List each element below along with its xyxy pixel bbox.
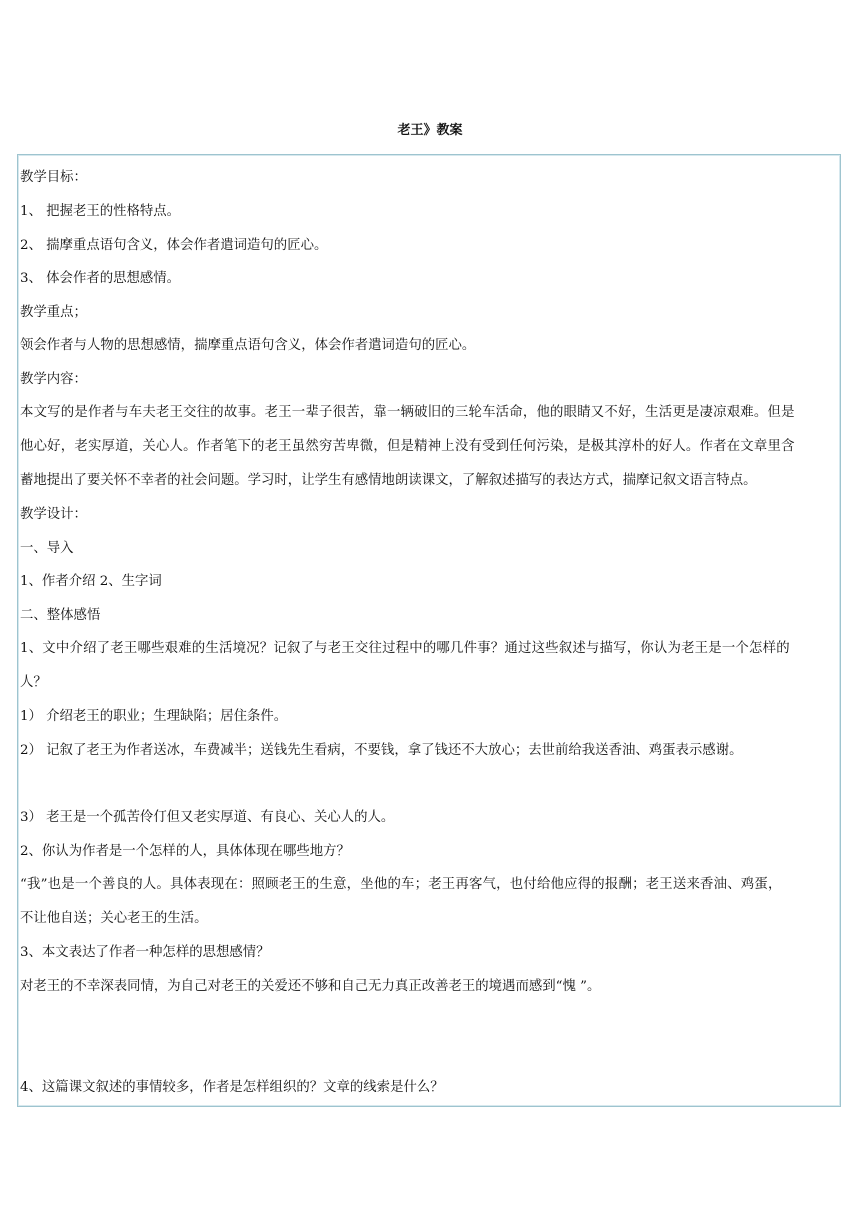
text-line: 1、 把握老王的性格特点。 xyxy=(20,204,181,219)
text-line: 3） 老王是一个孤苦伶仃但又老实厚道、有良心、关心人的人。 xyxy=(20,810,395,825)
text-line: 不让他自送；关心老王的生活。 xyxy=(20,911,208,926)
text-line: 3、本文表达了作者一种怎样的思想感情？ xyxy=(20,945,270,960)
text-line: 教学设计： xyxy=(20,507,87,522)
text-line: 本文写的是作者与车夫老王交往的故事。老王一辈子很苦，靠一辆破旧的三轮车活命，他的眼睛又不好，生活更是凄凉艰难。但是 xyxy=(20,405,795,420)
text-line: 领会作者与人物的思想感情，揣摩重点语句含义，体会作者遣词造句的匠心。 xyxy=(20,338,476,353)
text-line: 2、你认为作者是一个怎样的人，具体体现在哪些地方？ xyxy=(20,844,350,859)
text-line: 教学目标： xyxy=(20,170,87,185)
text-line: 人？ xyxy=(20,675,47,690)
text-line: 2） 记叙了老王为作者送冰，车费减半；送钱先生看病，不要钱，拿了钱还不大放心；去世前给我送香油、鸡蛋表示感谢。 xyxy=(20,743,743,758)
text-line: 他心好，老实厚道，关心人。作者笔下的老王虽然穷苦卑微，但是精神上没有受到任何污染，是极其淳朴的好人。作者在文章里含 xyxy=(20,439,795,454)
text-line: 教学重点； xyxy=(20,305,87,320)
text-line: 对老王的不幸深表同情，为自己对老王的关爱还不够和自己无力真正改善老王的境遇而感到“愧 ”。 xyxy=(20,979,601,994)
text-line: 1） 介绍老王的职业；生理缺陷；居住条件。 xyxy=(20,709,288,724)
lesson-plan-frame xyxy=(17,154,841,1107)
text-line: 3、 体会作者的思想感情。 xyxy=(20,271,181,286)
text-line: 4、这篇课文叙述的事情较多，作者是怎样组织的？文章的线索是什么？ xyxy=(20,1080,444,1095)
text-line: 蓄地提出了要关怀不幸者的社会问题。学习时，让学生有感情地朗读课文，了解叙述描写的表达方式，揣摩记叙文语言特点。 xyxy=(20,473,757,488)
document-title: 老王》教案 xyxy=(397,123,463,138)
text-line: “我”也是一个善良的人。具体表现在：照顾老王的生意，坐他的车；老王再客气，也付给他应得的报酬；老王送来香油、鸡蛋， xyxy=(20,877,782,892)
text-line: 1、作者介绍 2、生字词 xyxy=(20,574,162,589)
text-line: 1、文中介绍了老王哪些艰难的生活境况？记叙了与老王交往过程中的哪几件事？通过这些叙述与描写，你认为老王是一个怎样的 xyxy=(20,641,790,656)
text-line: 教学内容： xyxy=(20,372,87,387)
text-line: 一、导入 xyxy=(20,541,74,556)
text-line: 2、 揣摩重点语句含义，体会作者遣词造句的匠心。 xyxy=(20,238,328,253)
text-line: 二、整体感悟 xyxy=(20,608,101,623)
